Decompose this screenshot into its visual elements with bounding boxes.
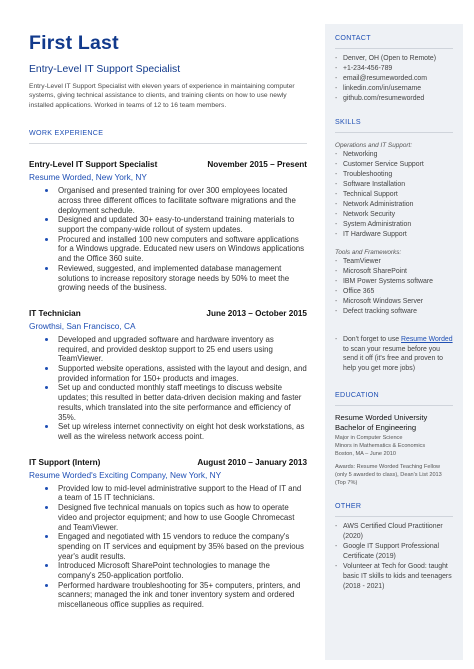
skill-item: - Technical Support — [335, 191, 398, 198]
job-company: Resume Worded, New York, NY — [29, 172, 147, 183]
job-bullet: Set up wireless internet connectivity on eight hot desk workstations, as well as the wireless network access point. — [29, 422, 307, 441]
job-title: Entry-Level IT Support Specialist — [29, 160, 158, 170]
bullet-dot-icon — [45, 535, 48, 538]
tool-item: - Microsoft Windows Server — [335, 298, 424, 305]
job-bullet: Designed five technical manuals on topics such as how to operate video and projector equipment; and how to use Google Chromecast and TeamViewer. — [29, 503, 307, 532]
work-experience-heading: WORK EXPERIENCE — [29, 129, 104, 138]
job-entry — [29, 160, 307, 293]
bullet-dot-icon — [45, 267, 48, 270]
contact-phone[interactable]: - +1-234-456-789 — [335, 65, 393, 72]
job-title: IT Support (Intern) — [29, 457, 101, 467]
it-support-skill-list — [335, 150, 453, 240]
education-heading: EDUCATION — [335, 391, 379, 400]
skill-item: - IT Hardware Support — [335, 231, 407, 238]
contact-linkedin[interactable]: - linkedin.com/in/username — [335, 85, 422, 92]
bullet-dot-icon — [45, 218, 48, 221]
education-school: Resume Worded University — [335, 413, 428, 423]
job-title: IT Technician — [29, 308, 81, 318]
job-bullet: Performed hardware troubleshooting for 35+ computers, printers, and scanners; managed the ink and toner inventory system and ordered miscellaneous office supplies as required. — [29, 581, 307, 610]
section-divider — [335, 48, 453, 49]
tool-item: - TeamViewer — [335, 258, 381, 265]
section-divider — [29, 143, 307, 144]
skill-item: - Network Security — [335, 211, 396, 218]
tools-list — [335, 257, 453, 317]
education-minors: Minors in Mathematics & Economics — [335, 443, 426, 450]
bullet-dot-icon — [45, 338, 48, 341]
job-bullet: Procured and installed 100 new computers and software applications for a Windows upgrade. Educated new users on Windows applications and the Office 360 suite. — [29, 235, 307, 264]
bullet-dot-icon — [45, 487, 48, 490]
skill-item: - Networking — [335, 151, 378, 158]
tool-item: - Microsoft SharePoint — [335, 268, 407, 275]
job-entry — [29, 458, 307, 610]
skills-heading: SKILLS — [335, 118, 361, 126]
headline: Entry-Level IT Support Specialist — [29, 63, 181, 75]
other-list — [335, 522, 453, 592]
bullet-dot-icon — [45, 238, 48, 241]
resume-tip: - Don't forget to use Resume Worded to scan your resume before you send it off (it's free and proven to help you get more jobs) — [335, 336, 453, 372]
job-entry — [29, 309, 307, 442]
job-bullet: Introduced Microsoft SharePoint technologies to manage the company's 250-application portfolio. — [29, 561, 307, 580]
education-major: Major in Computer Science — [335, 435, 403, 442]
job-bullet: Reviewed, suggested, and implemented database management solutions to increase repository storage needs by 50% to meet the growing needs of the business. — [29, 264, 307, 293]
job-dates: August 2010 – January 2013 — [197, 457, 307, 467]
section-divider — [335, 516, 453, 517]
skill-item: - Software Installation — [335, 181, 406, 188]
job-bullet: Provided low to mid-level administrative support to the Head of IT and a team of 15 IT technicians. — [29, 484, 307, 503]
section-divider — [335, 405, 453, 406]
job-company: Resume Worded's Exciting Company, New York, NY — [29, 469, 222, 480]
tool-item: - IBM Power Systems software — [335, 278, 433, 285]
education-location-date: Boston, MA – June 2010 — [335, 451, 396, 458]
other-heading: OTHER — [335, 501, 362, 510]
bullet-dot-icon — [45, 189, 48, 192]
sidebar — [325, 24, 463, 660]
contact-list — [335, 54, 453, 104]
other-item: - Volunteer at Tech for Good: taught basic IT skills to kids and teenagers (2018 - 2021) — [335, 562, 452, 590]
job-dates: June 2013 – October 2015 — [206, 308, 307, 318]
tools-subheading: Tools and Frameworks: — [335, 249, 402, 256]
tool-item: - Defect tracking software — [335, 308, 417, 315]
skill-item: - Troubleshooting — [335, 171, 393, 178]
job-bullet: Developed and upgraded software and hardware inventory as required, and provided desktop support to 25 end users using TeamViewer. — [29, 335, 307, 364]
skill-item: - Network Administration — [335, 201, 414, 208]
tool-item: - Office 365 — [335, 288, 375, 295]
education-degree: Bachelor of Engineering — [335, 423, 417, 433]
other-item: - AWS Certified Cloud Practitioner (2020) — [335, 522, 443, 540]
job-bullet: Engaged and negotiated with 15 vendors to reduce the company's spending on IT services and equipment by 35% based on the previous year's audit results. — [29, 532, 307, 561]
other-item: - Google IT Support Professional Certificate (2019) — [335, 542, 440, 560]
job-dates: November 2015 – Present — [207, 160, 307, 170]
bullet-dot-icon — [45, 584, 48, 587]
bullet-dot-icon — [45, 386, 48, 389]
skill-item: - Customer Service Support — [335, 161, 424, 168]
contact-location: - Denver, OH (Open to Remote) — [335, 55, 437, 62]
contact-heading: CONTACT — [335, 34, 371, 42]
bullet-dot-icon — [45, 564, 48, 567]
education-awards: Awards: Resume Worded Teaching Fellow (only 5 awarded to class), Dean's List 2013 (Top 7%) — [335, 464, 442, 486]
job-bullet: Organised and presented training for over 300 employees located across three different offices to facilitate software migrations and the deployment schedule. — [29, 186, 307, 215]
bullet-dot-icon — [45, 367, 48, 370]
contact-github[interactable]: - github.com/resumeworded — [335, 95, 425, 102]
skills-subheading: Operations and IT Support: — [335, 142, 413, 149]
main-column — [29, 34, 307, 610]
bullet-dot-icon — [45, 506, 48, 509]
contact-email[interactable]: - email@resumeworded.com — [335, 75, 427, 82]
resume-worded-link[interactable]: Resume Worded — [401, 336, 453, 343]
summary: Entry-Level IT Support Specialist with eleven years of experience in maintaining computer systems, giving technical assistance to clients, and training clients on how to use newly installed applications. Worked in teams of 12 to 16 team members. — [29, 82, 295, 110]
bullet-dot-icon — [45, 425, 48, 428]
job-bullet: Supported website operations, assisted with the layout and design, and provided information for 150+ products and images. — [29, 364, 307, 383]
job-bullet: Designed and updated 30+ easy-to-understand training materials to support the company-wide rollout of system updates. — [29, 215, 307, 234]
job-bullet: Set up and conducted monthly staff meetings to discuss website updates; this resulted in better data-driven decision making and faster results, which translated into the site performance and efficiency of 35%. — [29, 383, 307, 422]
candidate-name: First Last — [29, 32, 119, 54]
skill-item: - System Administration — [335, 221, 412, 228]
job-company: Growthsi, San Francisco, CA — [29, 320, 136, 331]
section-divider — [335, 132, 453, 133]
